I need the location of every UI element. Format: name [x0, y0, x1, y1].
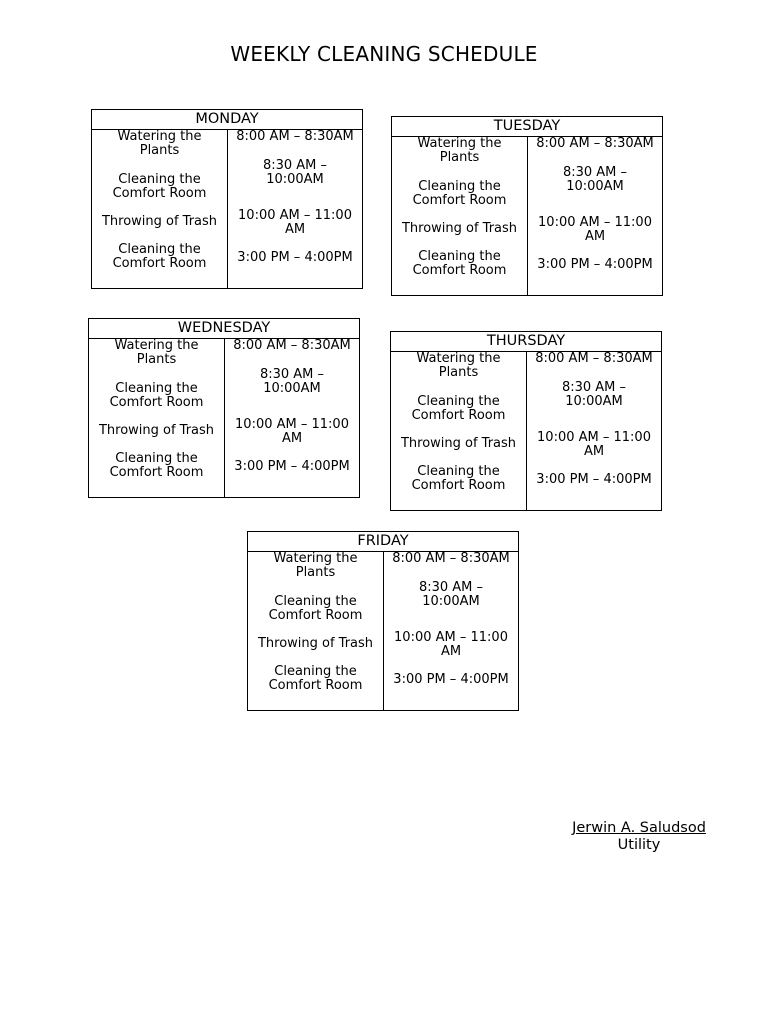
day-header: FRIDAY	[248, 532, 518, 552]
task-cell: Cleaning the Comfort Room	[411, 464, 506, 493]
time-cell: 10:00 AM – 11:00 AM	[537, 430, 651, 459]
task-cell: Cleaning the Comfort Room	[268, 664, 363, 693]
task-cell: Watering the Plants	[117, 129, 202, 158]
day-header: WEDNESDAY	[89, 319, 359, 339]
task-column	[89, 339, 225, 498]
task-cell: Cleaning the Comfort Room	[411, 394, 506, 423]
day-body	[92, 130, 362, 289]
time-cell: 8:00 AM – 8:30AM	[535, 351, 653, 366]
day-header: THURSDAY	[391, 332, 661, 352]
time-column	[384, 552, 518, 711]
time-cell: 8:30 AM – 10:00AM	[259, 367, 325, 396]
time-cell: 8:00 AM – 8:30AM	[392, 551, 510, 566]
task-cell: Throwing of Trash	[257, 636, 374, 651]
task-column	[92, 130, 228, 289]
time-column	[225, 339, 359, 498]
time-cell: 3:00 PM – 4:00PM	[237, 250, 353, 265]
time-column	[228, 130, 362, 289]
task-cell: Watering the Plants	[416, 351, 501, 380]
time-cell: 3:00 PM – 4:00PM	[393, 672, 509, 687]
time-cell: 10:00 AM – 11:00 AM	[394, 630, 508, 659]
task-cell: Cleaning the Comfort Room	[109, 381, 204, 410]
time-cell: 8:30 AM – 10:00AM	[562, 165, 628, 194]
task-cell: Watering the Plants	[114, 338, 199, 367]
day-body	[248, 552, 518, 711]
day-header: TUESDAY	[392, 117, 662, 137]
day-body	[391, 352, 661, 511]
task-cell: Throwing of Trash	[401, 221, 518, 236]
schedule-table-wednesday	[88, 318, 360, 498]
task-column	[248, 552, 384, 711]
time-cell: 10:00 AM – 11:00 AM	[538, 215, 652, 244]
schedule-table-thursday	[390, 331, 662, 511]
time-cell: 3:00 PM – 4:00PM	[234, 459, 350, 474]
task-cell: Cleaning the Comfort Room	[112, 242, 207, 271]
time-cell: 8:30 AM – 10:00AM	[561, 380, 627, 409]
signature-block	[556, 820, 722, 854]
time-cell: 3:00 PM – 4:00PM	[536, 472, 652, 487]
time-column	[528, 137, 662, 296]
task-cell: Cleaning the Comfort Room	[109, 451, 204, 480]
time-cell: 8:00 AM – 8:30AM	[233, 338, 351, 353]
task-cell: Throwing of Trash	[400, 436, 517, 451]
task-cell: Cleaning the Comfort Room	[412, 179, 507, 208]
time-cell: 8:00 AM – 8:30AM	[236, 129, 354, 144]
task-cell: Throwing of Trash	[101, 214, 218, 229]
task-column	[392, 137, 528, 296]
schedule-table-tuesday	[391, 116, 663, 296]
time-cell: 3:00 PM – 4:00PM	[537, 257, 653, 272]
task-cell: Cleaning the Comfort Room	[112, 172, 207, 201]
time-cell: 8:30 AM – 10:00AM	[418, 580, 484, 609]
time-cell: 10:00 AM – 11:00 AM	[235, 417, 349, 446]
signatory-role: Utility	[617, 837, 661, 853]
task-column	[391, 352, 527, 511]
day-body	[89, 339, 359, 498]
signatory-name: Jerwin A. Saludsod	[572, 820, 706, 836]
task-cell: Watering the Plants	[273, 551, 358, 580]
schedule-table-friday	[247, 531, 519, 711]
task-cell: Throwing of Trash	[98, 423, 215, 438]
day-header: MONDAY	[92, 110, 362, 130]
schedule-table-monday	[91, 109, 363, 289]
time-cell: 8:00 AM – 8:30AM	[536, 136, 654, 151]
task-cell: Watering the Plants	[417, 136, 502, 165]
page-title: WEEKLY CLEANING SCHEDULE	[230, 42, 538, 66]
task-cell: Cleaning the Comfort Room	[412, 249, 507, 278]
time-cell: 10:00 AM – 11:00 AM	[238, 208, 352, 237]
time-column	[527, 352, 661, 511]
day-body	[392, 137, 662, 296]
time-cell: 8:30 AM – 10:00AM	[262, 158, 328, 187]
task-cell: Cleaning the Comfort Room	[268, 594, 363, 623]
